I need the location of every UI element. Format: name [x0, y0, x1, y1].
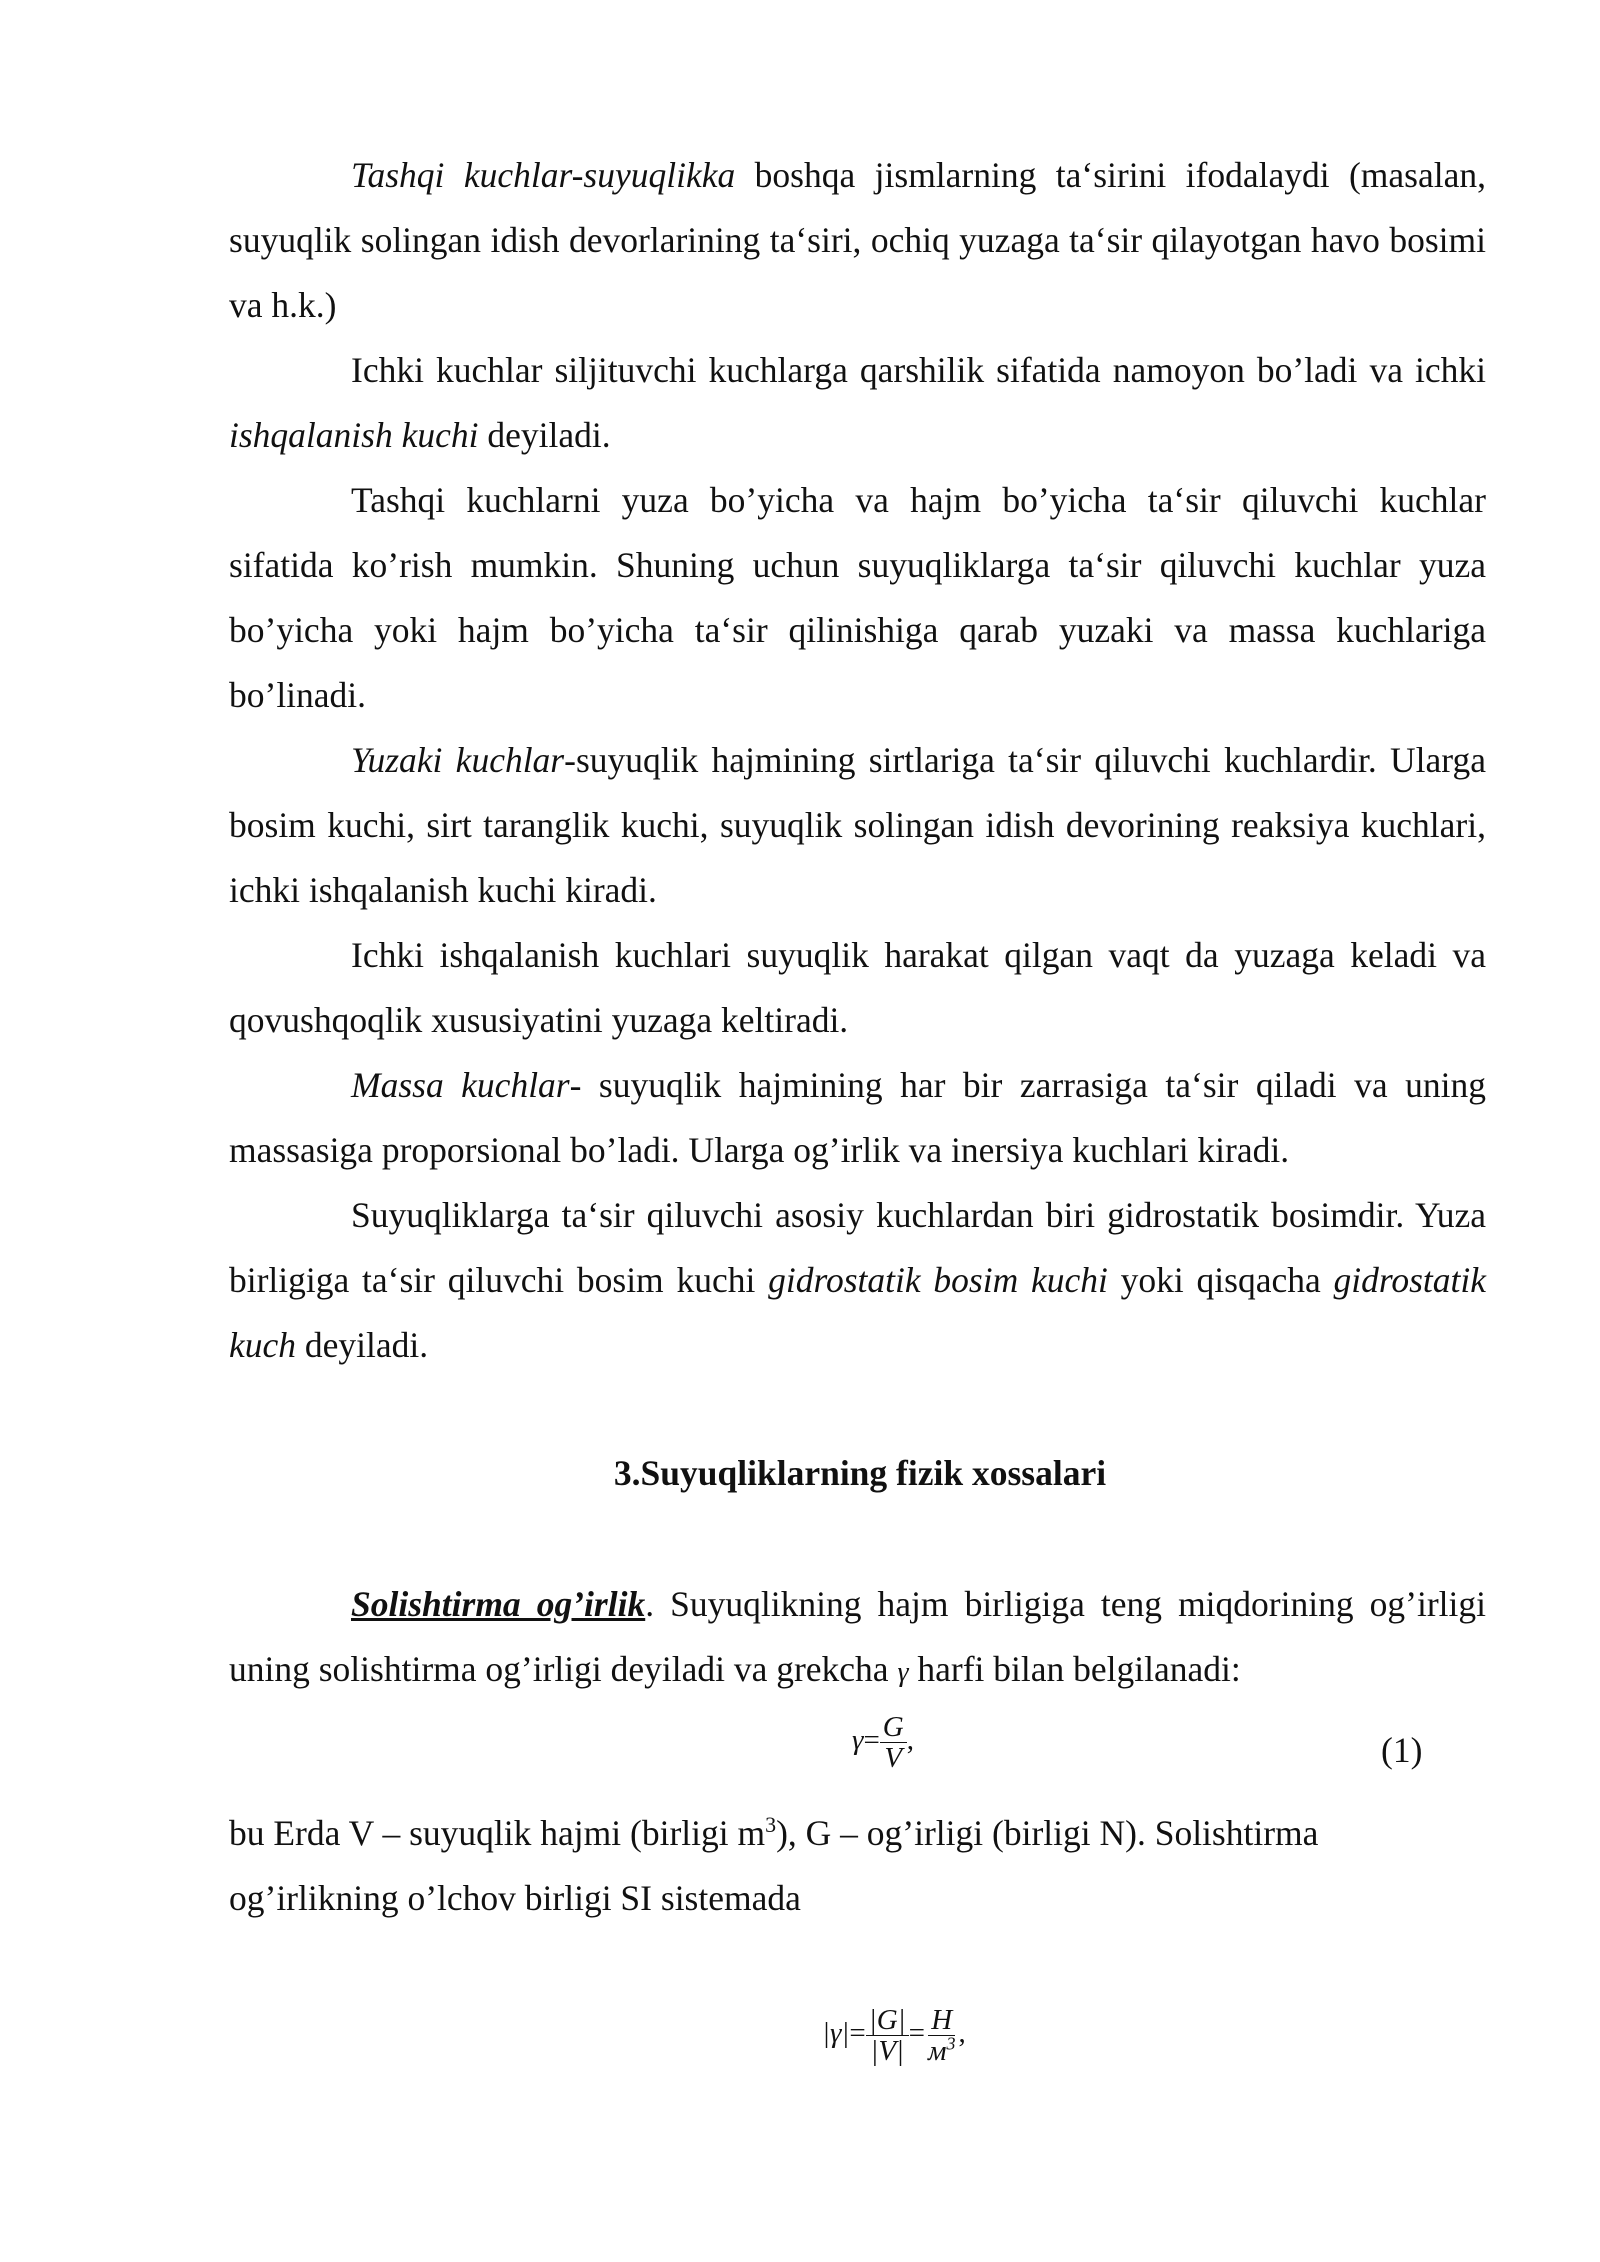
- equals-sign: =: [849, 2017, 866, 2050]
- superscript-3: 3: [765, 1812, 777, 1838]
- paragraph-text: - suyuqlik hajmining har bir zarrasiga ta‘sir qiladi va uning massasiga proporsional bo’ladi. Ularga og’irlik va inersiya kuchlari kiradi.: [229, 1065, 1486, 1170]
- paragraph-force-classification: Tashqi kuchlarni yuza bo’yicha va hajm bo’yicha ta‘sir qiluvchi kuchlar sifatida ko’rish mumkin. Shuning uchun suyuqliklarga ta‘sir qiluvchi kuchlar yuza bo’yicha yoki hajm bo’yicha ta‘sir qilinishiga qarab yuzaki va massa kuchlariga bo’linadi.: [229, 480, 1486, 715]
- paragraph-internal-forces: [229, 338, 1486, 468]
- paragraph-internal-friction: Ichki ishqalanish kuchlari suyuqlik harakat qilgan vaqt da yuzaga keladi va qovushqoqlik xususiyatini yuzaga keltiradi.: [229, 935, 1486, 1040]
- equation-lhs: γ: [852, 1724, 864, 1757]
- paragraph-text: . Suyuqlikning hajm birligiga teng miqdorining og’irligi uning solishtirma og’irligi deyiladi va grekcha: [229, 1584, 1486, 1689]
- term-hydrostatic-pressure-force: gidrostatik bosim kuchi: [768, 1260, 1108, 1300]
- fraction-numerator: H: [928, 2005, 955, 2036]
- equals-sign: =: [908, 2017, 925, 2050]
- paragraph-text: deyiladi.: [478, 415, 611, 455]
- paragraph-mass-forces: [229, 1053, 1486, 1183]
- paragraph-text: harfi bilan belgilanadi:: [908, 1649, 1241, 1689]
- unit-meter: м: [927, 2035, 947, 2067]
- fraction-denominator: V: [884, 1742, 903, 1774]
- body-text-specific-weight: [229, 1572, 1486, 1705]
- fraction-units: [925, 2005, 959, 2066]
- term-friction-force: ishqalanish kuchi: [229, 415, 479, 455]
- equation-number: (1): [1381, 1730, 1423, 1770]
- body-text-units: [229, 1801, 1469, 1931]
- term-mass-forces: Massa kuchlar: [351, 1065, 570, 1105]
- term-hydrostatic-force: gidrostatik kuch: [229, 1260, 1487, 1365]
- equation-specific-weight: [852, 1712, 914, 1773]
- paragraph-text: Ichki kuchlar siljituvchi kuchlarga qarshilik sifatida namoyon bo’ladi va ichki: [351, 350, 1486, 390]
- equals-sign: =: [863, 1724, 880, 1757]
- paragraph-text: yoki qisqacha: [1107, 1260, 1334, 1300]
- fraction-denominator: |V|: [870, 2035, 905, 2067]
- fraction-denominator: [925, 2033, 959, 2067]
- paragraph-text: bu Erda V – suyuqlik hajmi (birligi m: [229, 1813, 766, 1853]
- paragraph-text: ), G – og’irligi (birligi N). Solishtirma og’irlikning o’lchov birligi SI sistemada: [229, 1813, 1319, 1918]
- fraction-numerator: |G|: [866, 2005, 909, 2036]
- paragraph-text: -suyuqlik hajmining sirtlariga ta‘sir qiluvchi kuchlardir. Ularga bosim kuchi, sirt taranglik kuchi, suyuqlik solingan idish devorining reaksiya kuchlari, ichki ishqalanish kuchi kiradi.: [229, 740, 1486, 910]
- paragraph-text: Suyuqliklarga ta‘sir qiluvchi asosiy kuchlardan biri gidrostatik bosimdir. Yuza birligiga ta‘sir qiluvchi bosim kuchi: [229, 1195, 1486, 1300]
- term-specific-weight: Solishtirma og’irlik: [351, 1584, 646, 1624]
- paragraph-text: deyiladi.: [296, 1325, 429, 1365]
- section-heading: 3.Suyuqliklarning fizik xossalari: [613, 1453, 1107, 1493]
- paragraph-text: boshqa jismlarning ta‘sirini ifodalaydi (masalan, suyuqlik solingan idish devorlarining ta‘siri, ochiq yuzaga ta‘sir qilayotgan havo bosimi va h.k.): [229, 155, 1486, 325]
- fraction-g-over-v: [866, 2005, 909, 2066]
- fraction: [880, 1712, 907, 1773]
- paragraph-external-forces: [229, 143, 1486, 338]
- paragraph-hydrostatic-pressure: [229, 1183, 1486, 1378]
- term-surface-forces: Yuzaki kuchlar: [351, 740, 565, 780]
- gamma-symbol: γ: [897, 1657, 909, 1688]
- body-text-top: [229, 143, 1486, 1378]
- equation-comma: ,: [958, 2017, 966, 2050]
- paragraph-units: [229, 1801, 1469, 1931]
- term-external-forces: Tashqi kuchlar-suyuqlikka: [351, 155, 736, 195]
- fraction-numerator: G: [880, 1712, 907, 1743]
- equation-si-units: [822, 2005, 966, 2066]
- equation-lhs: |γ|: [822, 2017, 850, 2050]
- paragraph-surface-forces: [229, 728, 1486, 923]
- paragraph-specific-weight: [229, 1572, 1486, 1705]
- equation-comma: ,: [906, 1724, 914, 1757]
- superscript-3: 3: [946, 2033, 956, 2054]
